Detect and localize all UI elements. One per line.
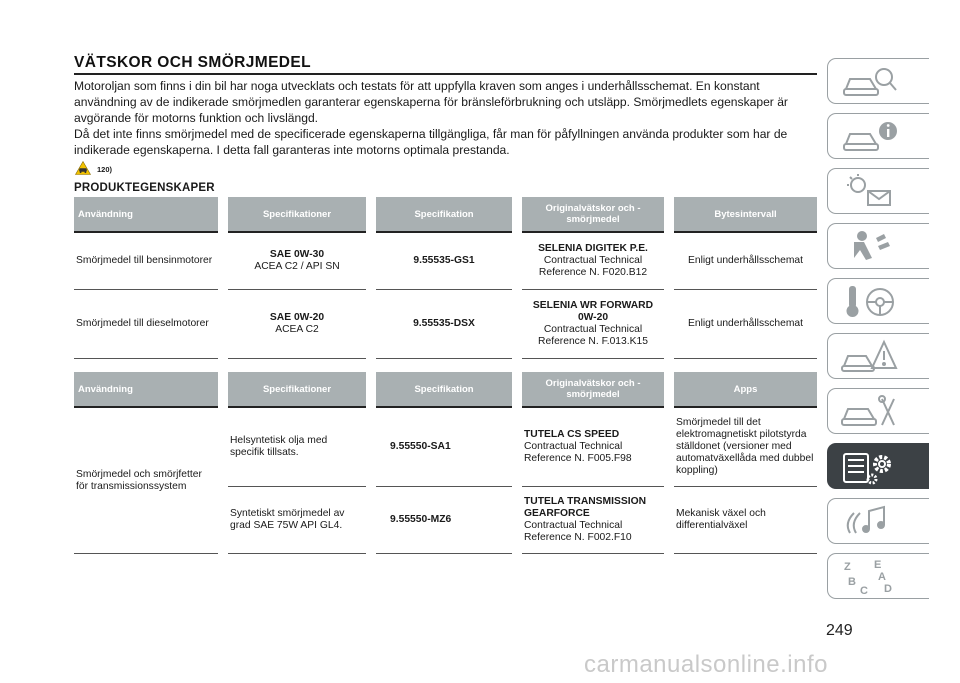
original-cell	[522, 290, 664, 359]
chapter-tab-9[interactable]	[827, 498, 929, 544]
road-warning-car-icon	[840, 338, 900, 376]
engine-oil-table	[74, 197, 817, 359]
product-ref-1: Contractual Technical	[543, 324, 643, 335]
chapter-tab-8[interactable]	[827, 443, 929, 489]
table-row	[74, 232, 817, 290]
column-gap	[664, 372, 674, 407]
interval-cell: Enligt underhållsschemat	[674, 232, 817, 290]
column-gap	[512, 372, 522, 407]
intro-text	[74, 78, 820, 158]
spec-cell: Syntetiskt smörjmedel av grad SAE 75W API GL4.	[228, 487, 366, 554]
interval-cell: Enligt underhållsschemat	[674, 290, 817, 359]
chapter-tab-7[interactable]	[827, 388, 929, 434]
intro-paragraph-2: Då det inte finns smörjmedel med de specificerade egenskaperna tillgängliga, får man för påfyllningen använda produkter som har de indikerade egenskaperna. I detta fall garanteras inte motorns optimala prestanda.	[74, 127, 788, 157]
original-cell	[522, 407, 664, 487]
product-ref-1: Contractual Technical	[543, 255, 643, 266]
svg-text:E: E	[874, 559, 882, 571]
spec-cell: Helsyntetisk olja med specifik tillsats.	[228, 407, 366, 487]
code-cell: 9.55550-SA1	[376, 407, 512, 487]
column-gap	[664, 232, 674, 290]
column-gap	[512, 197, 522, 232]
header-cell: Bytesintervall	[674, 197, 817, 232]
car-info-icon	[840, 118, 900, 156]
product-name: TUTELA TRANSMISSION GEARFORCE	[524, 496, 647, 519]
chapter-tab-1[interactable]	[827, 58, 929, 104]
table-header-row	[74, 197, 817, 232]
svg-text:B: B	[848, 576, 856, 588]
key-steering-wheel-icon	[840, 283, 900, 321]
chapter-tab-10[interactable]	[827, 553, 929, 599]
svg-text:A: A	[878, 571, 886, 583]
multimedia-music-icon	[840, 503, 900, 541]
column-gap	[366, 232, 376, 290]
header-cell: Specifikationer	[228, 197, 366, 232]
chapter-tab-4[interactable]	[827, 223, 929, 269]
product-ref-1: Contractual Technical	[524, 520, 623, 531]
section-heading: PRODUKTEGENSKAPER	[74, 182, 215, 194]
title-rule	[74, 73, 817, 75]
svg-text:C: C	[860, 585, 868, 596]
spec-standard: ACEA C2	[275, 324, 319, 335]
header-cell: Originalvätskor och -smörjmedel	[522, 372, 664, 407]
spec-standard: ACEA C2 / API SN	[254, 261, 340, 272]
page-title: VÄTSKOR OCH SMÖRJMEDEL	[74, 54, 312, 71]
page-number: 249	[826, 622, 853, 639]
product-ref-2: Reference N. F020.B12	[538, 267, 648, 278]
chapter-tab-6[interactable]	[827, 333, 929, 379]
transmission-table	[74, 372, 817, 554]
table-row	[74, 290, 817, 359]
code-cell: 9.55535-GS1	[376, 232, 512, 290]
column-gap	[512, 407, 522, 487]
column-gap	[366, 407, 376, 487]
specifications-gear-icon	[840, 448, 900, 486]
product-ref-2: Reference N. F.013.K15	[538, 336, 648, 347]
column-gap	[218, 372, 228, 407]
column-gap	[218, 232, 228, 290]
header-cell: Specifikation	[376, 372, 512, 407]
column-gap	[366, 487, 376, 554]
chapter-tab-5[interactable]	[827, 278, 929, 324]
chapter-tab-3[interactable]	[827, 168, 929, 214]
column-gap	[512, 290, 522, 359]
column-gap	[366, 290, 376, 359]
product-ref-2: Reference N. F005.F98	[524, 453, 632, 464]
table-header-row	[74, 372, 817, 407]
column-gap	[664, 487, 674, 554]
table-row	[74, 407, 817, 487]
original-cell	[522, 487, 664, 554]
spec-grade: SAE 0W-20	[269, 312, 325, 323]
column-gap	[664, 197, 674, 232]
header-cell: Specifikation	[376, 197, 512, 232]
column-gap	[218, 290, 228, 359]
product-ref-1: Contractual Technical	[524, 441, 623, 452]
column-gap	[218, 197, 228, 232]
use-cell: Smörjmedel till bensinmotorer	[74, 232, 218, 290]
spec-grade: SAE 0W-30	[269, 249, 325, 260]
code-cell: 9.55550-MZ6	[376, 487, 512, 554]
seat-safety-icon	[840, 228, 900, 266]
column-gap	[664, 407, 674, 487]
svg-text:D: D	[884, 583, 892, 595]
car-tools-icon	[840, 393, 900, 431]
header-cell: Originalvätskor och -smörjmedel	[522, 197, 664, 232]
product-name: SELENIA DIGITEK P.E.	[538, 243, 648, 254]
column-gap	[218, 407, 228, 554]
apps-cell: Smörjmedel till det elektromagnetiskt pilotstyrda ställdonet (versioner med automatväxellåda med dubbel koppling)	[674, 407, 817, 487]
product-name: SELENIA WR FORWARD 0W-20	[532, 300, 654, 323]
dashboard-warning-light-icon	[840, 173, 900, 211]
original-cell	[522, 232, 664, 290]
chapter-tab-2[interactable]	[827, 113, 929, 159]
header-cell: Användning	[74, 372, 218, 407]
warning-icon	[75, 161, 91, 175]
alphabetical-index-icon	[840, 558, 900, 596]
car-search-icon	[840, 63, 900, 101]
use-cell: Smörjmedel och smörjfetter för transmissionssystem	[74, 407, 218, 554]
intro-paragraph-1: Motoroljan som finns i din bil har noga utvecklats och testats för att uppfylla kraven som anges i underhållsschemat. En konstant användning av de indikerade smörjmedlen garanterar egenskaperna för bränsleförbrukning och utsläpp. Smörjmedlets egenskaper är avgörande för motorns funktion och livslängd.	[74, 79, 788, 125]
header-cell: Apps	[674, 372, 817, 407]
product-name: TUTELA CS SPEED	[524, 429, 620, 440]
column-gap	[366, 372, 376, 407]
code-cell: 9.55535-DSX	[376, 290, 512, 359]
spec-cell	[228, 290, 366, 359]
apps-cell: Mekanisk växel och differentialväxel	[674, 487, 817, 554]
svg-text:Z: Z	[844, 561, 851, 573]
spec-cell	[228, 232, 366, 290]
column-gap	[366, 197, 376, 232]
use-cell: Smörjmedel till dieselmotorer	[74, 290, 218, 359]
column-gap	[664, 290, 674, 359]
column-gap	[512, 487, 522, 554]
watermark: carmanualsonline.info	[584, 651, 828, 678]
product-ref-2: Reference N. F002.F10	[524, 532, 632, 543]
column-gap	[512, 232, 522, 290]
warning-reference: 120)	[97, 165, 113, 174]
header-cell: Specifikationer	[228, 372, 366, 407]
header-cell: Användning	[74, 197, 218, 232]
